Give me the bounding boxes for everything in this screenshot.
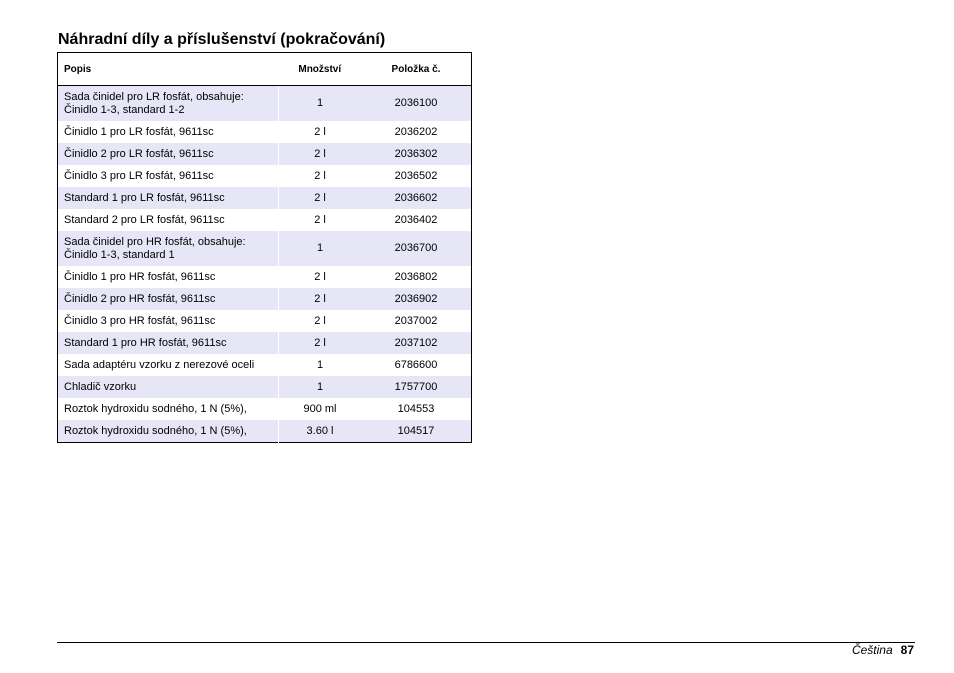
row-description: Roztok hydroxidu sodného, 1 N (5%), (58, 398, 279, 420)
row-description: Standard 2 pro LR fosfát, 9611sc (58, 209, 279, 231)
table-row (58, 332, 472, 354)
row-item-number: 2036902 (361, 288, 472, 310)
row-description: Činidlo 3 pro HR fosfát, 9611sc (58, 310, 279, 332)
row-description: Činidlo 3 pro LR fosfát, 9611sc (58, 165, 279, 187)
row-quantity: 900 ml (279, 398, 362, 420)
row-item-number: 2036202 (361, 121, 472, 143)
row-item-number: 2036700 (361, 231, 472, 266)
table-row (58, 398, 472, 420)
parts-table (57, 52, 472, 443)
row-item-number: 104517 (361, 420, 472, 443)
row-item-number: 104553 (361, 398, 472, 420)
row-quantity: 1 (279, 354, 362, 376)
row-item-number: 2036402 (361, 209, 472, 231)
row-quantity: 1 (279, 86, 362, 122)
row-description: Sada adaptéru vzorku z nerezové oceli (58, 354, 279, 376)
table-row (58, 310, 472, 332)
page-footer (852, 643, 914, 657)
row-quantity: 2 l (279, 310, 362, 332)
table-row (58, 121, 472, 143)
row-item-number: 2037002 (361, 310, 472, 332)
page-number: 87 (900, 643, 914, 657)
row-item-number: 6786600 (361, 354, 472, 376)
row-quantity: 2 l (279, 121, 362, 143)
table-row (58, 288, 472, 310)
row-description: Činidlo 2 pro HR fosfát, 9611sc (58, 288, 279, 310)
table-row (58, 86, 472, 122)
table-row (58, 187, 472, 209)
table-row (58, 376, 472, 398)
description-line: Činidlo 1-3, standard 1-2 (64, 103, 185, 116)
header-quantity: Množství (279, 53, 362, 86)
row-description (58, 231, 279, 266)
header-description: Popis (58, 53, 279, 86)
row-item-number: 2036302 (361, 143, 472, 165)
row-quantity: 2 l (279, 143, 362, 165)
row-description: Roztok hydroxidu sodného, 1 N (5%), (58, 420, 279, 443)
table-row (58, 354, 472, 376)
row-quantity: 2 l (279, 187, 362, 209)
row-quantity: 2 l (279, 288, 362, 310)
row-description: Chladič vzorku (58, 376, 279, 398)
description-line: Činidlo 1-3, standard 1 (64, 248, 175, 261)
row-description: Činidlo 1 pro HR fosfát, 9611sc (58, 266, 279, 288)
row-description: Standard 1 pro HR fosfát, 9611sc (58, 332, 279, 354)
row-quantity: 1 (279, 376, 362, 398)
row-quantity: 1 (279, 231, 362, 266)
row-quantity: 2 l (279, 332, 362, 354)
row-description: Standard 1 pro LR fosfát, 9611sc (58, 187, 279, 209)
row-item-number: 2036602 (361, 187, 472, 209)
page-title: Náhradní díly a příslušenství (pokračování) (58, 31, 386, 48)
table-row (58, 420, 472, 443)
table-row (58, 231, 472, 266)
table-row (58, 266, 472, 288)
table-row (58, 143, 472, 165)
row-item-number: 1757700 (361, 376, 472, 398)
row-item-number: 2036802 (361, 266, 472, 288)
header-item-number: Položka č. (361, 53, 472, 86)
row-description: Činidlo 1 pro LR fosfát, 9611sc (58, 121, 279, 143)
row-quantity: 2 l (279, 165, 362, 187)
row-description: Činidlo 2 pro LR fosfát, 9611sc (58, 143, 279, 165)
footer-divider (57, 642, 915, 643)
description-line: Sada činidel pro LR fosfát, obsahuje: (64, 90, 244, 103)
row-description (58, 86, 279, 122)
footer-language: Čeština (851, 643, 893, 657)
table-header-row (58, 53, 472, 86)
row-quantity: 2 l (279, 266, 362, 288)
row-quantity: 3.60 l (279, 420, 362, 443)
row-item-number: 2037102 (361, 332, 472, 354)
row-item-number: 2036100 (361, 86, 472, 122)
row-item-number: 2036502 (361, 165, 472, 187)
description-line: Sada činidel pro HR fosfát, obsahuje: (64, 235, 246, 248)
row-quantity: 2 l (279, 209, 362, 231)
table-row (58, 165, 472, 187)
table-row (58, 209, 472, 231)
